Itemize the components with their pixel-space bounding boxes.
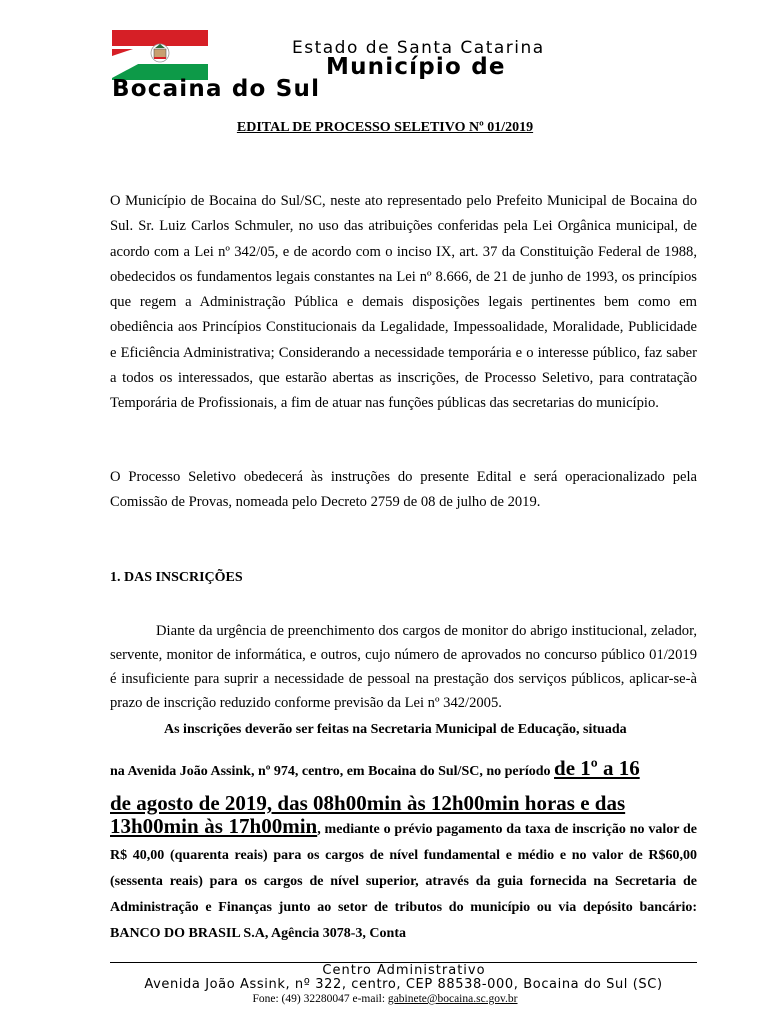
footer-phone: Fone: (49) 32280047 e-mail: [252, 993, 388, 1005]
state-name: Estado de Santa Catarina [292, 38, 545, 58]
period-dates-1: de 1º a 16 [554, 756, 640, 780]
fee-paragraph [110, 816, 697, 947]
urgency-paragraph: Diante da urgência de preenchimento dos cargos de monitor do abrigo institucional, zelador, servente, monitor de informática, e outros, cujo número de aprovados no concurso público 01/2019 é insuficiente para suprir a necessidade de pessoal na prestação dos serviços públicos, aplicar-se-à prazo de inscrição reduzido conforme previsão da Lei nº 342/2005. [110, 623, 697, 711]
registration-location-line: As inscrições deverão ser feitas na Secretaria Municipal de Educação, situada [164, 722, 627, 737]
document-title: EDITAL DE PROCESSO SELETIVO Nº 01/2019 [236, 120, 534, 135]
footer-email-link[interactable]: gabinete@bocaina.sc.gov.br [387, 993, 518, 1005]
commission-paragraph: O Processo Seletivo obedecerá às instruções do presente Edital e será operacionalizado pela Comissão de Provas, nomeada pelo Decreto 2759 de 08 de julho de 2019. [110, 469, 697, 511]
section-heading-inscricoes: 1. DAS INSCRIÇÕES [110, 570, 243, 585]
registration-address-text: na Avenida João Assink, nº 974, centro, em Bocaina do Sul/SC, no período [110, 764, 555, 779]
municipality-line-1: Município de [326, 54, 506, 80]
municipality-line-2: Bocaina do Sul [112, 76, 321, 102]
fee-text: , mediante o prévio pagamento da taxa de inscrição no valor de R$ 40,00 (quarenta reais) para os cargos de nível fundamental e médio e no valor de R$60,00 (sessenta reais) para os cargos de nível superior, através da guia fornecida na Secretaria de Administração e Finanças junto ao setor de tributos do município ou via depósito bancário: BANCO DO BRASIL S.A, Agência 3078-3, Conta [110, 822, 697, 941]
footer-address: Avenida João Assink, nº 322, centro, CEP 88538-000, Bocaina do Sul (SC) [144, 977, 663, 992]
period-dates-3: 13h00min às 17h00min [110, 814, 318, 838]
period-dates-2: de agosto de 2019, das 08h00min às 12h00min horas e das [110, 791, 626, 815]
intro-paragraph: O Município de Bocaina do Sul/SC, neste ato representado pelo Prefeito Municipal de Bocaina do Sul. Sr. Luiz Carlos Schmuler, no uso das atribuições conferidas pela Lei Orgânica municipal, de acordo com a Lei nº 342/05, e de acordo com o inciso IX, art. 37 da Constituição Federal de 1988, obedecidos os fundamentos legais constantes na Lei nº 8.666, de 21 de junho de 1993, os princípios que regem a Administração Pública e demais disposições legais pertinentes bem como em obediência aos Princípios Constitucionais da Legalidade, Impessoalidade, Moralidade, Publicidade e Eficiência Administrativa; Considerando a necessidade temporária e o interesse público, faz saber a todos os interessados, que estarão abertas as inscrições, de Processo Seletivo, para contratação Temporária de Profissionais, a fim de atuar nas funções públicas das secretarias do município. [110, 193, 697, 412]
footer-contact [0, 993, 770, 1005]
santa-catarina-flag-icon [112, 30, 208, 80]
footer-center-name: Centro Administrativo [322, 963, 486, 978]
